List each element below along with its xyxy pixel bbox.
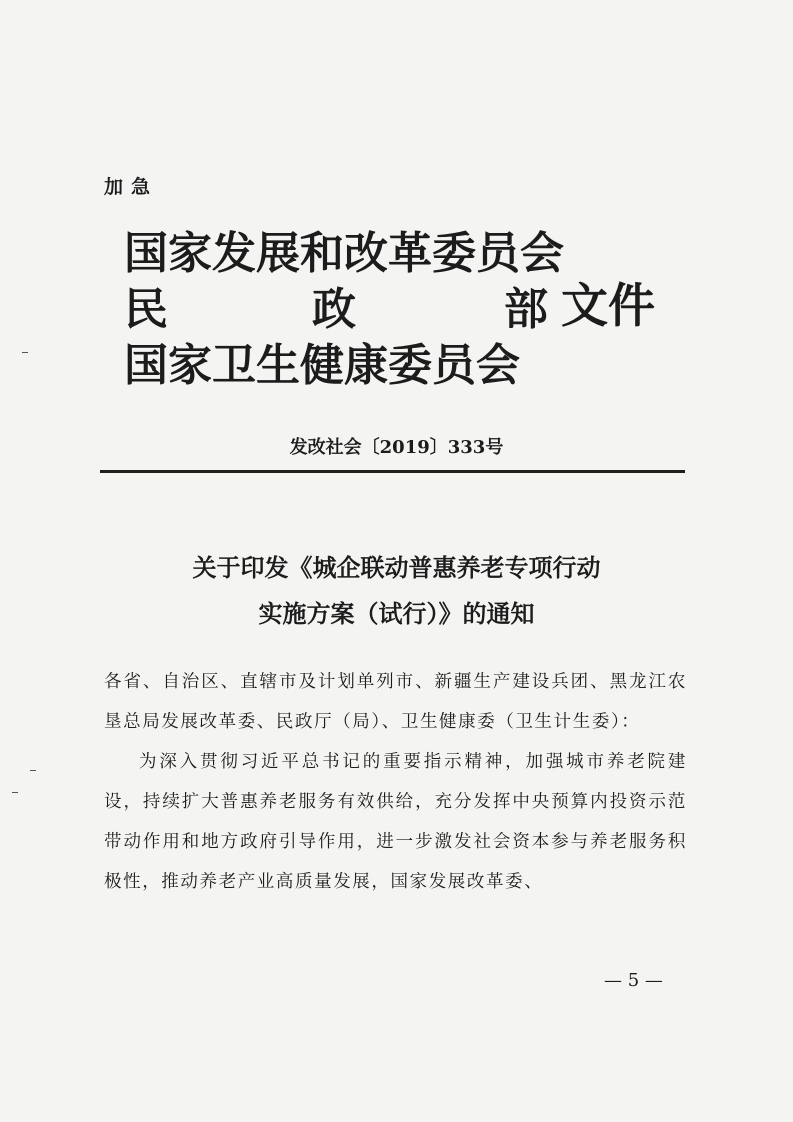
document-word: 文件: [561, 279, 655, 334]
page-number: — 5 —: [604, 970, 663, 991]
issuer-block: [124, 226, 684, 394]
body-paragraph-1: 为深入贯彻习近平总书记的重要指示精神，加强城市养老院建设，持续扩大普惠养老服务有效供给，充分发挥中央预算内投资示范带动作用和地方政府引导作用，进一步激发社会资本参与养老服务积极性，推动养老产业高质量发展，国家发展改革委、: [104, 752, 687, 892]
issuer-ndrc: 国家发展和改革委员会: [124, 228, 564, 279]
urgency-label: 加急: [104, 176, 159, 198]
issuer-mca-char-2: 政: [312, 284, 356, 335]
issuer-nhc: 国家卫生健康委员会: [124, 340, 520, 391]
body-text: [104, 662, 687, 902]
scan-mark: [30, 770, 36, 771]
issuer-line-nhc: [124, 338, 684, 394]
scan-mark: [12, 792, 18, 793]
issuer-mca-char-3: 部: [504, 284, 548, 335]
issuer-line-ndrc: [124, 226, 684, 282]
notice-title: [0, 545, 793, 637]
notice-title-line-2: 实施方案（试行）》的通知: [258, 600, 535, 628]
notice-title-line-1: 关于印发《城企联动普惠养老专项行动: [192, 554, 601, 582]
scan-mark: [22, 352, 28, 353]
header-divider: [100, 470, 685, 473]
issuer-mca-char-1: 民: [124, 284, 168, 335]
document-number: 发改社会〔2019〕333号: [289, 437, 504, 458]
addressee-paragraph: 各省、自治区、直辖市及计划单列市、新疆生产建设兵团、黑龙江农垦总局发展改革委、民政厅（局）、卫生健康委（卫生计生委）：: [104, 672, 687, 732]
